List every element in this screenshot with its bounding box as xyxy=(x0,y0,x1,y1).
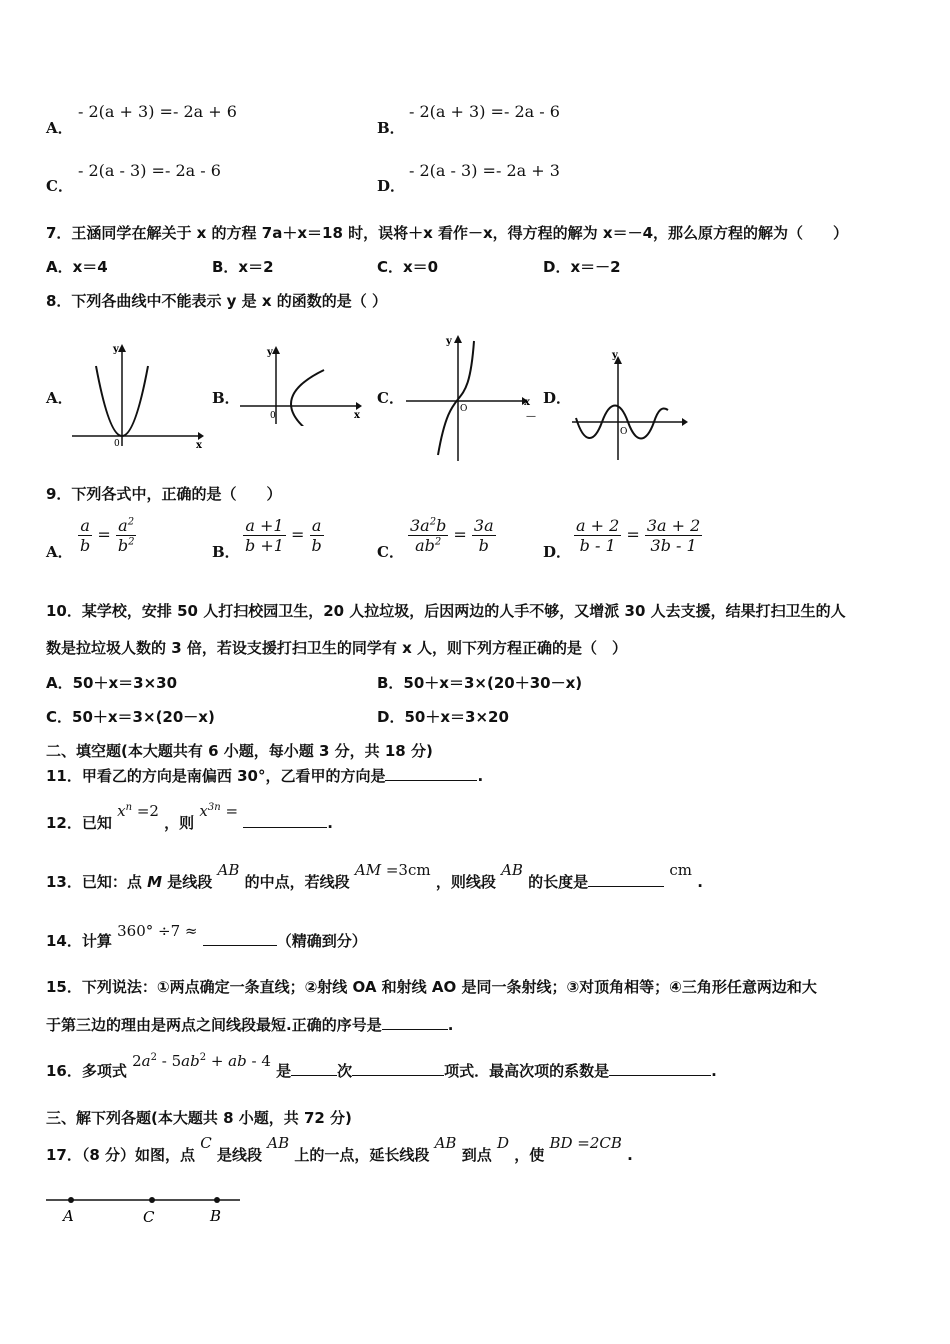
q17-segment-ab: AB xyxy=(267,1134,290,1152)
q17-text-1: 是线段 xyxy=(217,1146,263,1164)
q15-line2-text: 于第三边的理由是两点之间线段最短.正确的序号是 xyxy=(46,1016,382,1034)
q16-prefix: 16．多项式 xyxy=(46,1062,127,1080)
q6-option-b-label: B． xyxy=(377,119,405,137)
q17-stem: 17．（8 分）如图，点 C 是线段 AB 上的一点，延长线段 AB 到点 D ，使 BD =2CB . xyxy=(46,1134,633,1164)
q17-figure-segment xyxy=(44,1190,244,1230)
q10-stem-line1: 10．某学校，安排 50 人打扫校园卫生，20 人拉垃圾，后因两边的人手不够，又增派 30 人去支援，结果打扫卫生的人 xyxy=(46,602,846,620)
q8-stem: 8．下列各曲线中不能表示 y 是 x 的函数的是（ ） xyxy=(46,292,388,310)
q8-graph-c-cubic xyxy=(402,333,544,463)
q14-stem xyxy=(46,922,367,951)
graph-c-origin-label: O xyxy=(460,404,468,414)
q8-option-b-label: B． xyxy=(212,389,240,407)
q12-mid: ，则 xyxy=(164,814,195,832)
q14-expression: 360° ÷7 ≈ xyxy=(117,922,198,940)
q10-stem-line2: 数是拉垃圾人数的 3 倍，若设支援打扫卫生的同学有 x 人，则下列方程正确的是（ ） xyxy=(46,639,628,657)
q15-line2: 于第三边的理由是两点之间线段最短.正确的序号是 . xyxy=(46,1016,454,1034)
q10-option-b: B．50＋x＝3×(20＋30－x) xyxy=(377,674,583,692)
q6-option-d-expr: - 2(a - 3) =- 2a + 3 xyxy=(409,161,560,180)
q7-stem: 7．王涵同学在解关于 x 的方程 7a＋x＝18 时，误将＋x 看作－x，得方程的解为 x＝－4，那么原方程的解为（ ） xyxy=(46,224,849,242)
q17-segment-ab-2: AB xyxy=(434,1134,457,1152)
q14-prefix: 14．计算 xyxy=(46,932,112,950)
q13-segment-ab: AB xyxy=(217,861,240,879)
graph-d-origin-label: O xyxy=(620,427,628,437)
q16-terms-blank[interactable] xyxy=(352,1061,444,1076)
q9-option-c-expr: $\frac{3a^2b}{ab^2}$ = $\frac{3a}{b}$ xyxy=(410,516,494,555)
point-a-dot xyxy=(68,1197,74,1203)
point-a-label: A xyxy=(63,1207,74,1225)
q9-option-a-expr: $\frac{a}{b}$ = $\frac{a^2}{b^2}$ xyxy=(80,516,135,555)
q8-graph-a-parabola xyxy=(70,340,205,450)
section-2-heading: 二、填空题(本大题共有 6 小题，每小题 3 分，共 18 分) xyxy=(46,742,433,760)
q15-answer-blank[interactable] xyxy=(382,1015,448,1030)
q16-stem: 16．多项式 $2a^2 - 5ab^2$ + ab - 4 是 次 项式．最高次项的系数是 . xyxy=(46,1052,717,1080)
q7-option-d: D．x＝－2 xyxy=(543,258,621,276)
q13-am-length: =3cm xyxy=(381,861,431,879)
graph-b-y-label: y xyxy=(267,347,273,358)
section-3-heading: 三、解下列各题(本大题共 8 小题，共 72 分) xyxy=(46,1109,352,1127)
q8-graph-b-sideways-parabola xyxy=(236,344,366,426)
q6-option-a-expr: - 2(a + 3) =- 2a + 6 xyxy=(78,102,237,121)
q16-shi: 是 xyxy=(276,1062,292,1080)
q13-unit: cm xyxy=(669,861,693,879)
q10-option-a: A．50＋x＝3×30 xyxy=(46,674,178,692)
q17-point-c: C xyxy=(200,1134,212,1152)
q10-option-d: D．50＋x＝3×20 xyxy=(377,708,509,726)
q16-ci: 次 xyxy=(337,1062,353,1080)
q6-option-c-label: C． xyxy=(46,177,73,195)
graph-c-dash-mark: — xyxy=(526,411,536,422)
graph-b-origin-label: 0 xyxy=(270,411,276,421)
q11-text: 11．甲看乙的方向是南偏西 30°，乙看甲的方向是 xyxy=(46,767,386,785)
point-c-dot xyxy=(149,1197,155,1203)
q9-stem: 9．下列各式中，正确的是（ ） xyxy=(46,485,282,503)
q17-text-2: 上的一点，延长线段 xyxy=(294,1146,430,1164)
q14-answer-blank[interactable] xyxy=(203,931,277,946)
point-c-label: C xyxy=(143,1208,155,1226)
q13-text-1: 是线段 xyxy=(162,873,213,891)
q15-line1: 15．下列说法：①两点确定一条直线；②射线 OA 和射线 AO 是同一条射线；③对顶角相等；④三角形任意两边和大 xyxy=(46,978,817,996)
graph-c-x-label: x xyxy=(524,397,530,408)
q12-stem: 12．已知 $x^n =2$ ，则 $x^{3n}$ = . xyxy=(46,802,333,832)
q17-text-4: ，使 xyxy=(514,1146,545,1164)
q13-text-3: ，则线段 xyxy=(435,873,496,891)
q16-polynomial: $2a^2 - 5ab^2$ + ab - 4 xyxy=(132,1052,271,1070)
q7-option-a: A．x＝4 xyxy=(46,258,108,276)
q17-prefix: 17．（8 分）如图，点 xyxy=(46,1146,196,1164)
q9-option-d-expr: $\frac{a + 2}{b - 1}$ = $\frac{3a + 2}{3b - 1}$ xyxy=(576,516,701,555)
q9-option-b-label: B． xyxy=(212,543,240,561)
q13-prefix: 13．已知：点 xyxy=(46,873,148,891)
q10-option-c: C．50＋x＝3×(20－x) xyxy=(46,708,215,726)
graph-d-y-label: y xyxy=(612,350,618,361)
q9-option-d-label: D． xyxy=(543,543,572,561)
q14-suffix: （精确到分） xyxy=(276,932,367,950)
graph-a-y-label: y xyxy=(113,344,119,355)
q17-condition: BD =2CB xyxy=(549,1134,622,1152)
q16-coefficient-blank[interactable] xyxy=(609,1061,711,1076)
q9-option-c-label: C． xyxy=(377,543,404,561)
q13-stem: 13．已知：点 M 是线段 AB 的中点，若线段 AM =3cm ，则线段 AB 的长度是 cm . xyxy=(46,861,703,891)
q17-point-d: D xyxy=(496,1134,509,1152)
q8-option-c-label: C． xyxy=(377,389,404,407)
q12-prefix: 12．已知 xyxy=(46,814,112,832)
graph-c-y-label: y xyxy=(446,336,452,347)
q11-answer-blank[interactable] xyxy=(385,766,477,781)
q6-option-d-label: D． xyxy=(377,177,406,195)
q13-text-4: 的长度是 xyxy=(528,873,589,891)
q6-option-c-expr: - 2(a - 3) =- 2a - 6 xyxy=(78,161,221,180)
q13-answer-blank[interactable] xyxy=(588,872,664,887)
q13-segment-am: AM xyxy=(354,861,382,879)
q6-option-a-label: A． xyxy=(46,119,73,137)
graph-a-origin-label: 0 xyxy=(114,439,120,449)
q17-text-3: 到点 xyxy=(461,1146,492,1164)
graph-b-x-label: x xyxy=(354,410,360,421)
q16-text-3: 项式．最高次项的系数是 xyxy=(444,1062,610,1080)
q12-equals: = xyxy=(225,802,239,820)
q7-option-b: B．x＝2 xyxy=(212,258,274,276)
q13-point-m: M xyxy=(147,873,163,891)
q9-option-a-label: A． xyxy=(46,543,73,561)
q9-option-b-expr: $\frac{a +1}{b +1}$ = $\frac{a}{b}$ xyxy=(245,516,322,555)
point-b-label: B xyxy=(210,1207,222,1225)
q8-graph-d-sine xyxy=(568,350,694,462)
q13-text-2: 的中点，若线段 xyxy=(244,873,350,891)
q8-option-a-label: A． xyxy=(46,389,73,407)
q12-answer-blank[interactable] xyxy=(243,813,327,828)
q6-option-b-expr: - 2(a + 3) =- 2a - 6 xyxy=(409,102,560,121)
q8-option-d-label: D． xyxy=(543,389,572,407)
q12-given-value: =2 xyxy=(136,802,159,820)
q13-segment-ab-2: AB xyxy=(501,861,523,879)
q11-stem: 11．甲看乙的方向是南偏西 30°，乙看甲的方向是 . xyxy=(46,767,484,785)
graph-a-x-label: x xyxy=(196,440,202,450)
q16-degree-blank[interactable] xyxy=(291,1061,337,1076)
q7-option-c: C．x＝0 xyxy=(377,258,439,276)
point-b-dot xyxy=(214,1197,220,1203)
